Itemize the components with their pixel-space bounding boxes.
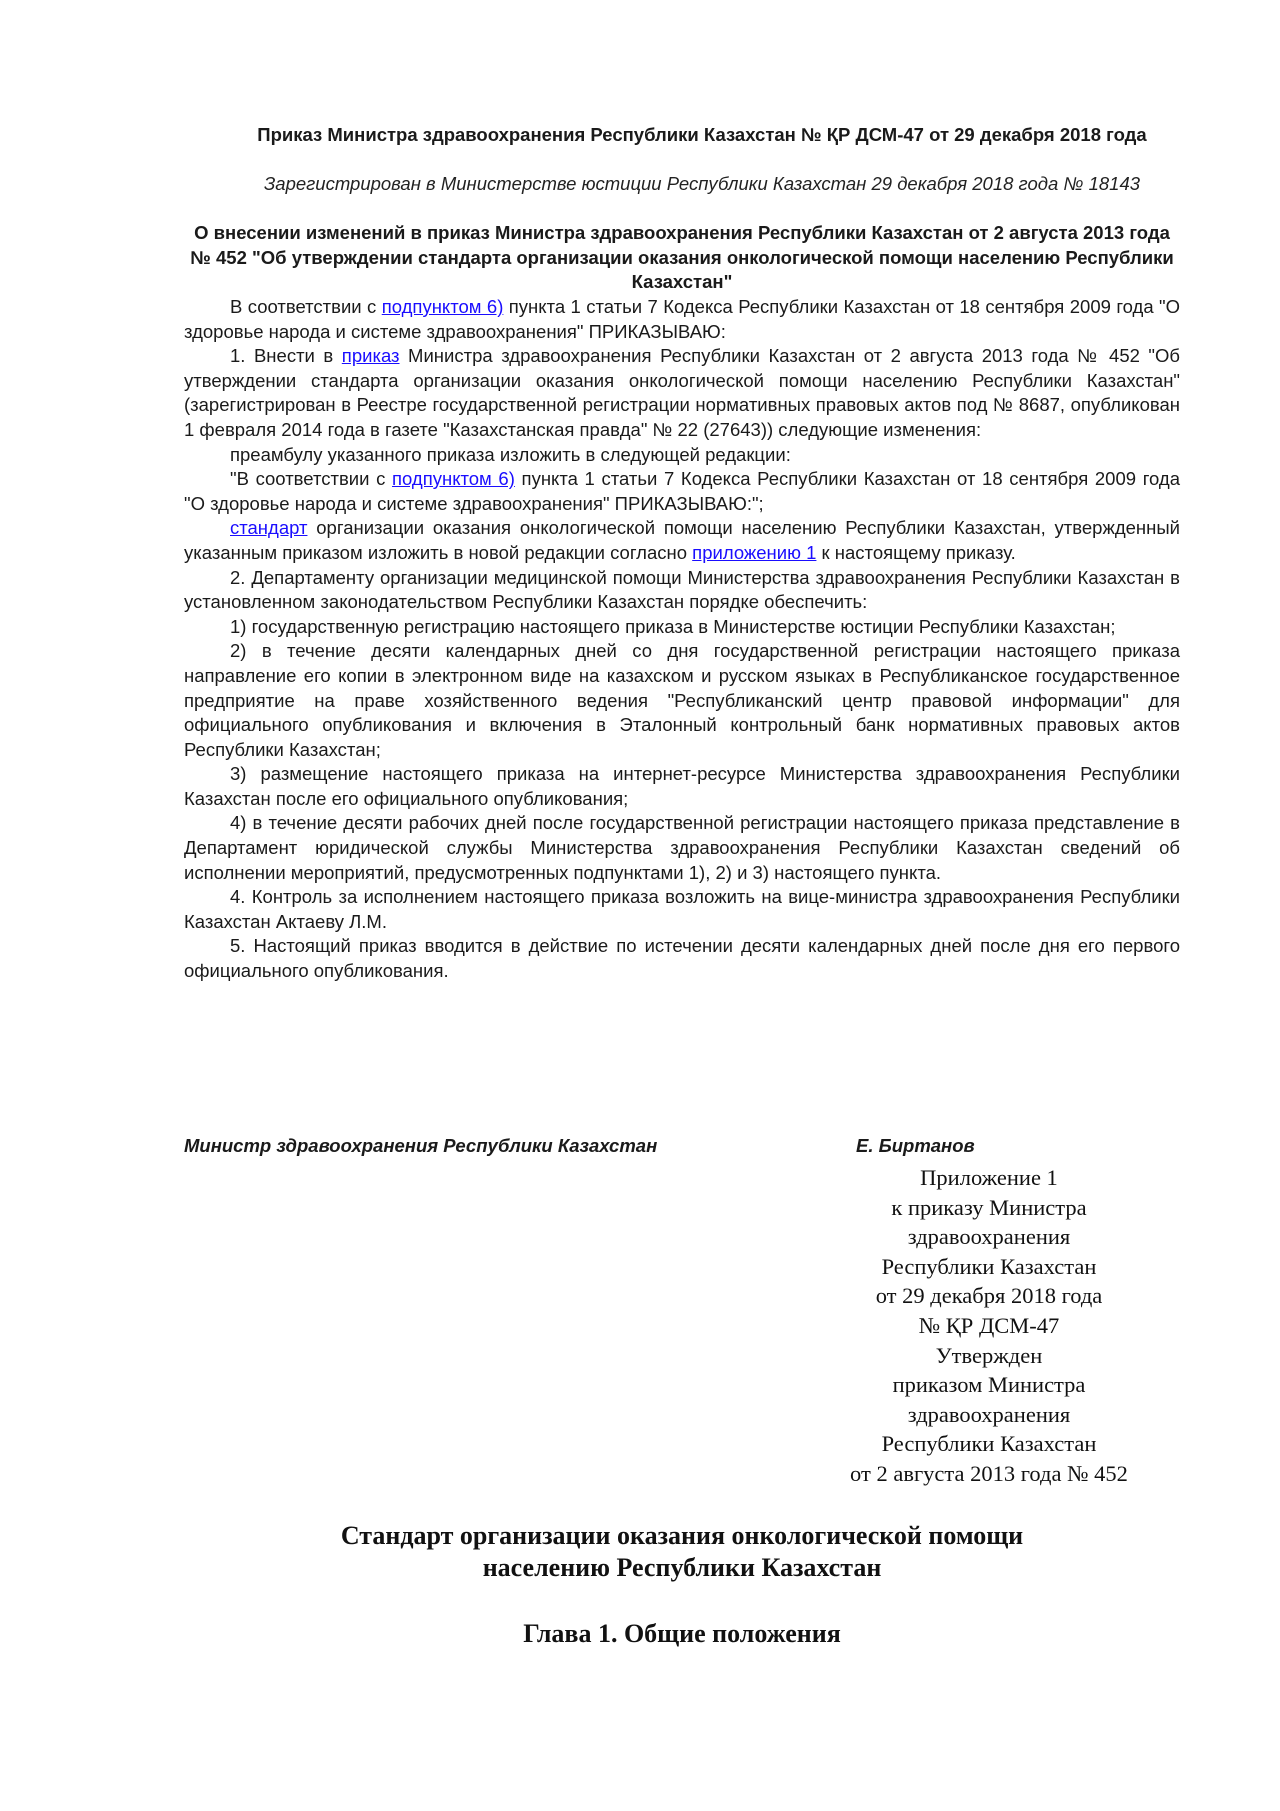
link-appendix-1[interactable]: приложению 1 [692, 541, 817, 563]
appendix-line: здравоохранения [907, 1401, 1071, 1427]
appendix-line: здравоохранения [907, 1224, 1071, 1250]
paragraph-standard [184, 516, 1180, 565]
text: 1. Внести в [230, 345, 342, 367]
appendix-line: Утвержден [935, 1342, 1043, 1368]
signature-block [184, 1134, 1180, 1160]
chapter-heading: Глава 1. Общие положения [523, 1619, 841, 1648]
link-subparagraph-6[interactable]: подпунктом 6) [381, 296, 504, 317]
subparagraph-1: 1) государственную регистрацию настоящего приказа в Министерстве юстиции Республики Казахстан; [230, 615, 1116, 637]
appendix-line: Приложение 1 [920, 1165, 1058, 1190]
paragraph-1 [184, 344, 1180, 442]
order-title: Приказ Министра здравоохранения Республики Казахстан № ҚР ДСМ-47 от 29 декабря 2018 года [257, 124, 1147, 145]
subparagraph-4: 4) в течение десяти рабочих дней после государственной регистрации настоящего приказа представление в Департамент юридической службы Министерства здравоохранения Республики Казахстан сведений об исполнении мероприятий, предусмотренных подпунктами 1), 2) и 3) настоящего пункта. [184, 812, 1180, 883]
link-order[interactable]: приказ [341, 345, 400, 367]
text: "В соответствии с [230, 468, 393, 490]
appendix-line: Республики Казахстан [881, 1253, 1097, 1279]
appendix-line: к приказу Министра [891, 1194, 1087, 1220]
paragraph-2: 2. Департаменту организации медицинской помощи Министерства здравоохранения Республики Казахстан в установленном законодательством Республики Казахстан порядке обеспечить: [184, 566, 1180, 613]
paragraph-new-preamble [184, 467, 1180, 516]
subparagraph-3: 3) размещение настоящего приказа на интернет-ресурсе Министерства здравоохранения Республики Казахстан после его официального опубликования; [184, 763, 1180, 809]
subparagraph-2: 2) в течение десяти календарных дней со дня государственной регистрации настоящего приказа направление его копии в электронном виде на казахском и русском языках в Республиканское государственное предприятие на праве хозяйственного ведения "Республиканский центр правовой информации" для официального опубликования и включения в Эталонный контрольный банк нормативных правовых актов Республики Казахстан; [184, 640, 1180, 760]
order-body [184, 295, 1180, 984]
text: В соответствии с [230, 296, 382, 317]
paragraph-preamble [184, 295, 1180, 344]
paragraph-preamble-change: преамбулу указанного приказа изложить в следующей редакции: [230, 443, 791, 465]
standard-title [184, 1520, 1180, 1584]
appendix-line: от 2 августа 2013 года № 452 [850, 1460, 1128, 1486]
appendix-line: № ҚР ДСМ-47 [918, 1312, 1060, 1338]
text: организации оказания онкологической помощи населению Республики Казахстан, утвержденный указанным приказом изложить в новой редакции согласно [184, 517, 1180, 563]
link-subparagraph-6-quoted[interactable]: подпунктом 6) [392, 468, 515, 490]
appendix-line: приказом Министра [892, 1372, 1086, 1398]
signature-post: Министр здравоохранения Республики Казахстан [184, 1135, 658, 1156]
subject-title: О внесении изменений в приказ Министра здравоохранения Республики Казахстан от 2 августа 2013 года № 452 "Об утверждении стандарта организации оказания онкологической помощи населению Республики Казахстан" [190, 222, 1174, 293]
text: пункта 1 статьи 7 Кодекса Республики Казахстан от 18 сентября 2009 года "О здоровье народа и системе здравоохранения" ПРИКАЗЫВАЮ: [184, 296, 1181, 342]
signature-name: Е. Биртанов [856, 1135, 975, 1156]
text: Министра здравоохранения Республики Казахстан от 2 августа 2013 года № 452 "Об утверждении стандарта организации оказания онкологической помощи населению Республики Казахстан" (зарегистрирован в Реестре государственной регистрации нормативных правовых актов под № 8687, опубликован 1 февраля 2014 года в газете "Казахстанская правда" № 22 (27643)) следующие изменения: [184, 345, 1180, 440]
appendix-line: Республики Казахстан [881, 1431, 1097, 1457]
text: к настоящему приказу. [816, 541, 1016, 563]
standard-title-line: населению Республики Казахстан [482, 1553, 882, 1582]
paragraph-4: 4. Контроль за исполнением настоящего приказа возложить на вице-министра здравоохранения Республики Казахстан Актаеву Л.М. [184, 886, 1180, 932]
appendix-stamp [804, 1163, 1174, 1489]
link-standard[interactable]: стандарт [230, 517, 308, 539]
appendix-line: от 29 декабря 2018 года [875, 1283, 1103, 1309]
registration-note: Зарегистрирован в Министерстве юстиции Республики Казахстан 29 декабря 2018 года № 18143 [263, 173, 1141, 194]
standard-title-line: Стандарт организации оказания онкологической помощи [340, 1521, 1024, 1550]
text: пункта 1 статьи 7 Кодекса Республики Казахстан от 18 сентября 2009 года "О здоровье народа и системе здравоохранения" ПРИКАЗЫВАЮ:"; [184, 468, 1181, 514]
paragraph-5: 5. Настоящий приказ вводится в действие по истечении десяти календарных дней после дня его первого официального опубликования. [184, 935, 1180, 982]
